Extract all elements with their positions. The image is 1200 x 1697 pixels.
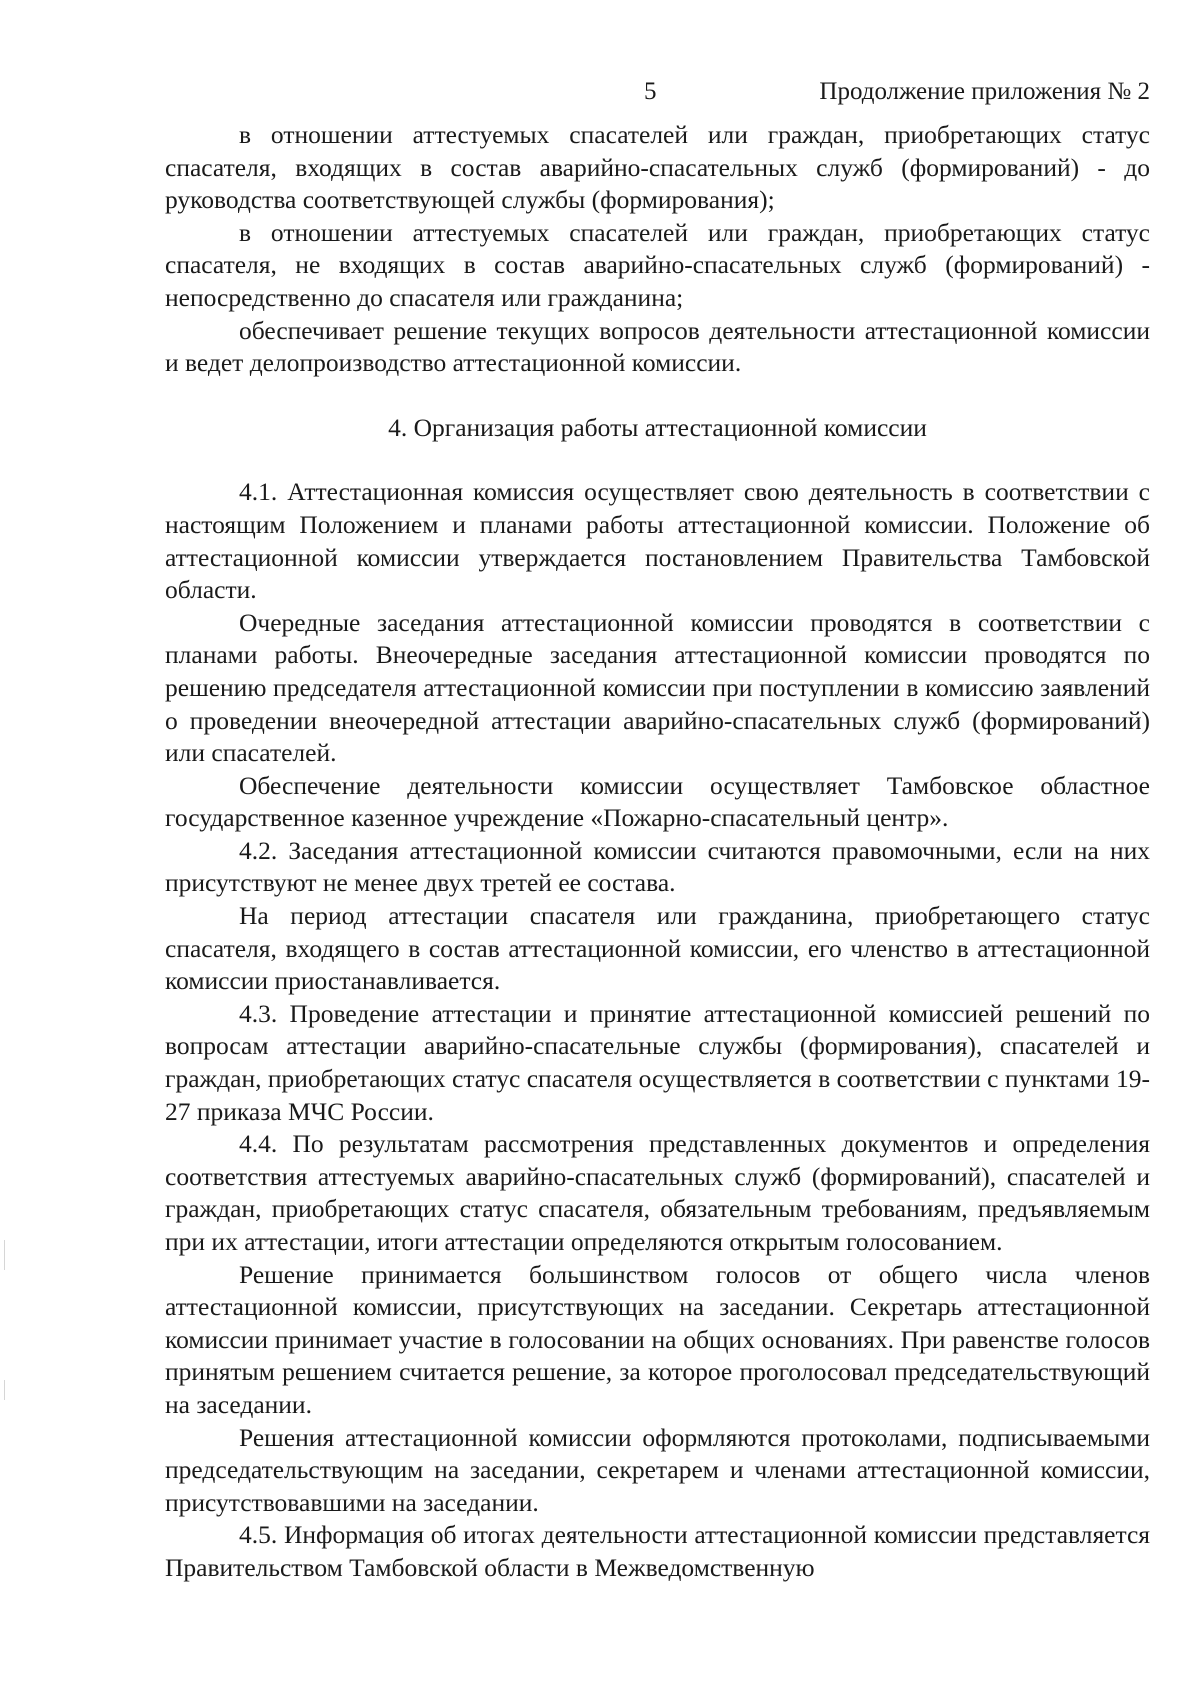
paragraph: Решение принимается большинством голосов от общего числа членов аттестационной комиссии, присутствующих на заседании. Секретарь аттестационной комиссии принимает участие в голосовании на общих основаниях. При равенстве голосов принятым решением считается решение, за которое проголосовал председательствующий на заседании. [165,1259,1150,1419]
scan-edge-mark [4,1380,5,1400]
paragraph: обеспечивает решение текущих вопросов деятельности аттестационной комиссии и ведет делопроизводство аттестационной комиссии. [165,315,1150,378]
paragraph: 4.4. По результатам рассмотрения представленных документов и определения соответствия аттестуемых аварийно-спасательных служб (формирований), спасателей и граждан, приобретающих статус спасателя, обязательным требованиям, предъявляемым при их аттестации, итоги аттестации определяются открытым голосованием. [165,1129,1150,1256]
paragraph: 4.3. Проведение аттестации и принятие аттестационной комиссией решений по вопросам аттестации аварийно-спасательные службы (формирования), спасателей и граждан, приобретающих статус спасателя осуществляется в соответствии с пунктами 19-27 приказа МЧС России. [165,998,1150,1126]
paragraph: в отношении аттестуемых спасателей или граждан, приобретающих статус спасателя, входящих в состав аварийно-спасательных служб (формирований) - до руководства соответствующей службы (формирования); [165,120,1150,215]
scan-edge-mark [4,1240,5,1270]
paragraph: 4.5. Информация об итогах деятельности аттестационной комиссии представляется Правительством Тамбовской области в Межведомственную [165,1520,1150,1582]
paragraph: Обеспечение деятельности комиссии осуществляет Тамбовское областное государственное казенное учреждение «Пожарно-спасательный центр». [165,770,1150,833]
paragraph: Очередные заседания аттестационной комиссии проводятся в соответствии с планами работы. Внеочередные заседания аттестационной комиссии проводятся по решению председателя аттестационной комиссии при поступлении в комиссию заявлений о проведении внеочередной аттестации аварийно-спасательных служб (формирований) или спасателей. [165,607,1150,768]
paragraph: в отношении аттестуемых спасателей или граждан, приобретающих статус спасателя, не входящих в состав аварийно-спасательных служб (формирований) - непосредственно до спасателя или гражданина; [165,217,1150,312]
paragraph: На период аттестации спасателя или гражданина, приобретающего статус спасателя, входящего в состав аттестационной комиссии, его членство в аттестационной комиссии приостанавливается. [165,901,1150,996]
section-title: 4. Организация работы аттестационной комиссии [388,412,927,442]
paragraph: Решения аттестационной комиссии оформляются протоколами, подписываемыми председательствующим на заседании, секретарем и членами аттестационной комиссии, присутствовавшими на заседании. [165,1422,1150,1517]
page-header [165,76,1150,108]
appendix-continuation-label: Продолжение приложения № 2 [819,78,1150,105]
paragraph: 4.1. Аттестационная комиссия осуществляет свою деятельность в соответствии с настоящим Положением и планами работы аттестационной комиссии. Положение об аттестационной комиссии утверждается постановлением Правительства Тамбовской области. [165,477,1150,605]
paragraph: 4.2. Заседания аттестационной комиссии считаются правомочными, если на них присутствуют не менее двух третей ее состава. [165,835,1150,898]
document-body [165,119,1150,1585]
page-number: 5 [644,78,657,105]
